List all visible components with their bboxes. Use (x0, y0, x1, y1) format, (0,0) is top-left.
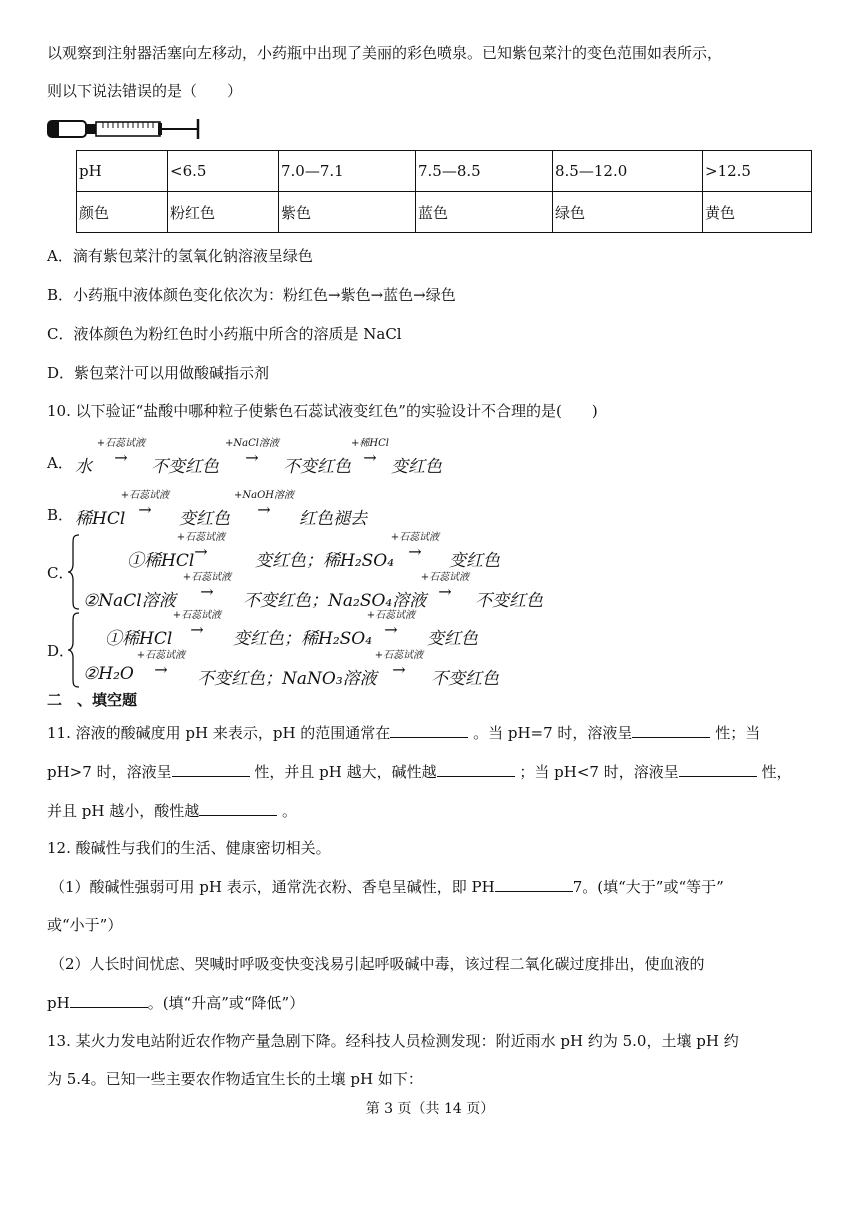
reaction-arrow: +石蕊试液 → (129, 650, 193, 678)
arrow-reagent: +石蕊试液 (96, 438, 146, 449)
table-cell: 紫色 (279, 192, 416, 233)
answer-blank[interactable] (70, 992, 148, 1008)
q13-line-2: 为 5.4。已知一些主要农作物适宜生长的土壤 pH 如下： (47, 1070, 423, 1088)
reaction-arrow: +石蕊试液 → (169, 532, 233, 560)
table-row (77, 151, 812, 192)
q10-option-a (47, 436, 847, 476)
reaction-arrow: +NaCl溶液 → (215, 438, 289, 466)
formula-term: 不变红色 (283, 457, 351, 477)
answer-blank[interactable] (172, 761, 250, 777)
table-cell: 黄色 (703, 192, 812, 233)
answer-blank[interactable] (632, 722, 710, 738)
formula-term: 不变红色 (431, 669, 499, 689)
text: pH>7 时，溶液呈 (47, 763, 172, 781)
option-label: B． (47, 506, 74, 524)
table-cell: 8.5—12.0 (553, 151, 703, 192)
formula-term: 红色褪去 (299, 509, 367, 529)
table-cell: >12.5 (703, 151, 812, 192)
q10-stem: 10. 以下验证“盐酸中哪种粒子使紫色石蕊试液变红色”的实验设计不合理的是( ) (47, 402, 598, 420)
q13-line-1: 13. 某火力发电站附近农作物产量急剧下降。经科技人员检测发现：附近雨水 pH 约为 5.0，土壤 pH 约 (47, 1032, 739, 1050)
formula-term: ①稀HCl (105, 629, 173, 649)
option-label: A． (47, 454, 73, 472)
q12-part-2: （2）人长时间忧虑、哭喊时呼吸变快变浅易引起呼吸碱中毒，该过程二氧化碳过度排出，使血液的 (50, 955, 705, 973)
reaction-arrow: +NaOH溶液 → (227, 490, 301, 518)
q12-part-1-cont: 或“小于”） (47, 916, 123, 934)
arrow-reagent: +石蕊试液 (136, 650, 186, 661)
reaction-arrow: +石蕊试液 → (367, 650, 431, 678)
answer-blank[interactable] (679, 761, 757, 777)
q11-line-3 (47, 800, 297, 821)
text: pH (47, 994, 70, 1012)
table-cell: 7.5—8.5 (416, 151, 553, 192)
arrow-reagent: +稀HCl (351, 438, 389, 449)
formula-term: 水 (75, 457, 92, 477)
text: 并且 pH 越小，酸性越 (47, 802, 200, 820)
formula-term: 不变红色 (475, 591, 543, 611)
reaction-arrow: +石蕊试液 → (113, 490, 177, 518)
formula-term: 不变红色 (151, 457, 219, 477)
arrow-reagent: +NaCl溶液 (225, 438, 279, 449)
q11-line-1 (47, 722, 760, 743)
q9-option-d: D．紫包菜汁可以用做酸碱指示剂 (47, 364, 270, 382)
q9-option-b: B．小药瓶中液体颜色变化依次为：粉红色→紫色→蓝色→绿色 (47, 286, 456, 304)
table-cell: 蓝色 (416, 192, 553, 233)
q10-option-b (47, 488, 847, 528)
text: 性， (761, 763, 792, 781)
intro-line-2: 则以下说法错误的是（ ） (47, 82, 243, 100)
ph-color-table (76, 150, 812, 233)
formula-term: 变红色 (449, 551, 500, 571)
option-label: C． (47, 564, 74, 582)
text: 。当 pH=7 时，溶液呈 (473, 724, 633, 742)
text: 。 (282, 802, 298, 820)
reaction-arrow: +稀HCl → (345, 438, 395, 466)
brace-icon (67, 534, 81, 610)
reaction-arrow: +石蕊试液 → (359, 610, 423, 638)
q9-option-a: A．滴有紫包菜汁的氢氧化钠溶液呈绿色 (47, 247, 313, 265)
arrow-reagent: +石蕊试液 (374, 650, 424, 661)
brace-icon (67, 612, 81, 688)
formula-term: ①稀HCl (127, 551, 195, 571)
syringe-figure (47, 116, 207, 142)
formula-term: 变红色 (179, 509, 230, 529)
text: 11. 溶液的酸碱度用 pH 来表示，pH 的范围通常在 (47, 724, 391, 742)
intro-line-1: 以观察到注射器活塞向左移动，小药瓶中出现了美丽的彩色喷泉。已知紫包菜汁的变色范围如表所示， (47, 44, 723, 62)
text: 性，并且 pH 越大，碱性越 (254, 763, 437, 781)
formula-term: ②NaCl溶液 (83, 591, 176, 611)
answer-blank[interactable] (390, 722, 468, 738)
formula-term: 变红色；稀H₂SO₄ (233, 629, 373, 649)
q12-part-1 (50, 876, 724, 897)
q12-stem: 12. 酸碱性与我们的生活、健康密切相关。 (47, 839, 331, 857)
q9-option-c: C．液体颜色为粉红色时小药瓶中所含的溶质是 NaCl (47, 325, 402, 343)
table-cell: <6.5 (168, 151, 279, 192)
reaction-arrow: +石蕊试液 → (383, 532, 447, 560)
table-cell: 7.0—7.1 (279, 151, 416, 192)
formula-term: 变红色 (427, 629, 478, 649)
text: （1）酸碱性强弱可用 pH 表示，通常洗衣粉、香皂呈碱性，即 PH (50, 878, 495, 896)
answer-blank[interactable] (495, 876, 573, 892)
table-cell: pH (77, 151, 168, 192)
arrow-reagent: +石蕊试液 (420, 572, 470, 583)
reaction-arrow: +石蕊试液 → (89, 438, 153, 466)
q12-part-2-cont (47, 992, 304, 1013)
page-footer: 第 3 页（共 14 页） (365, 1101, 495, 1117)
option-label: D． (47, 642, 75, 660)
arrow-reagent: +石蕊试液 (366, 610, 416, 621)
arrow-reagent: +石蕊试液 (176, 532, 226, 543)
q10-option-d (47, 610, 847, 689)
table-cell: 绿色 (553, 192, 703, 233)
arrow-reagent: +石蕊试液 (390, 532, 440, 543)
arrow-reagent: +石蕊试液 (172, 610, 222, 621)
formula-term: 不变红色；Na₂SO₄溶液 (243, 591, 427, 611)
reaction-arrow: +石蕊试液 → (175, 572, 239, 600)
table-cell: 粉红色 (168, 192, 279, 233)
q10-option-c (47, 532, 847, 611)
arrow-reagent: +NaOH溶液 (233, 490, 294, 501)
answer-blank[interactable] (199, 800, 277, 816)
table-row (77, 192, 812, 233)
text: 。(填“升高”或“降低”） (147, 994, 305, 1012)
reaction-arrow: +石蕊试液 → (165, 610, 229, 638)
formula-term: ②H₂O (83, 664, 134, 684)
reaction-arrow: +石蕊试液 → (413, 572, 477, 600)
formula-term: 不变红色；NaNO₃溶液 (197, 669, 377, 689)
q11-line-2 (47, 761, 792, 782)
section-heading: 二 、填空题 (47, 691, 138, 709)
text: ；当 pH<7 时，溶液呈 (519, 763, 679, 781)
arrow-reagent: +石蕊试液 (182, 572, 232, 583)
text: 性；当 (715, 724, 761, 742)
table-cell: 颜色 (77, 192, 168, 233)
text: 7。(填“大于”或“等于” (572, 878, 724, 896)
answer-blank[interactable] (437, 761, 515, 777)
formula-term: 稀HCl (75, 509, 126, 529)
arrow-reagent: +石蕊试液 (120, 490, 170, 501)
formula-term: 变红色 (391, 457, 442, 477)
formula-term: 变红色；稀H₂SO₄ (255, 551, 395, 571)
